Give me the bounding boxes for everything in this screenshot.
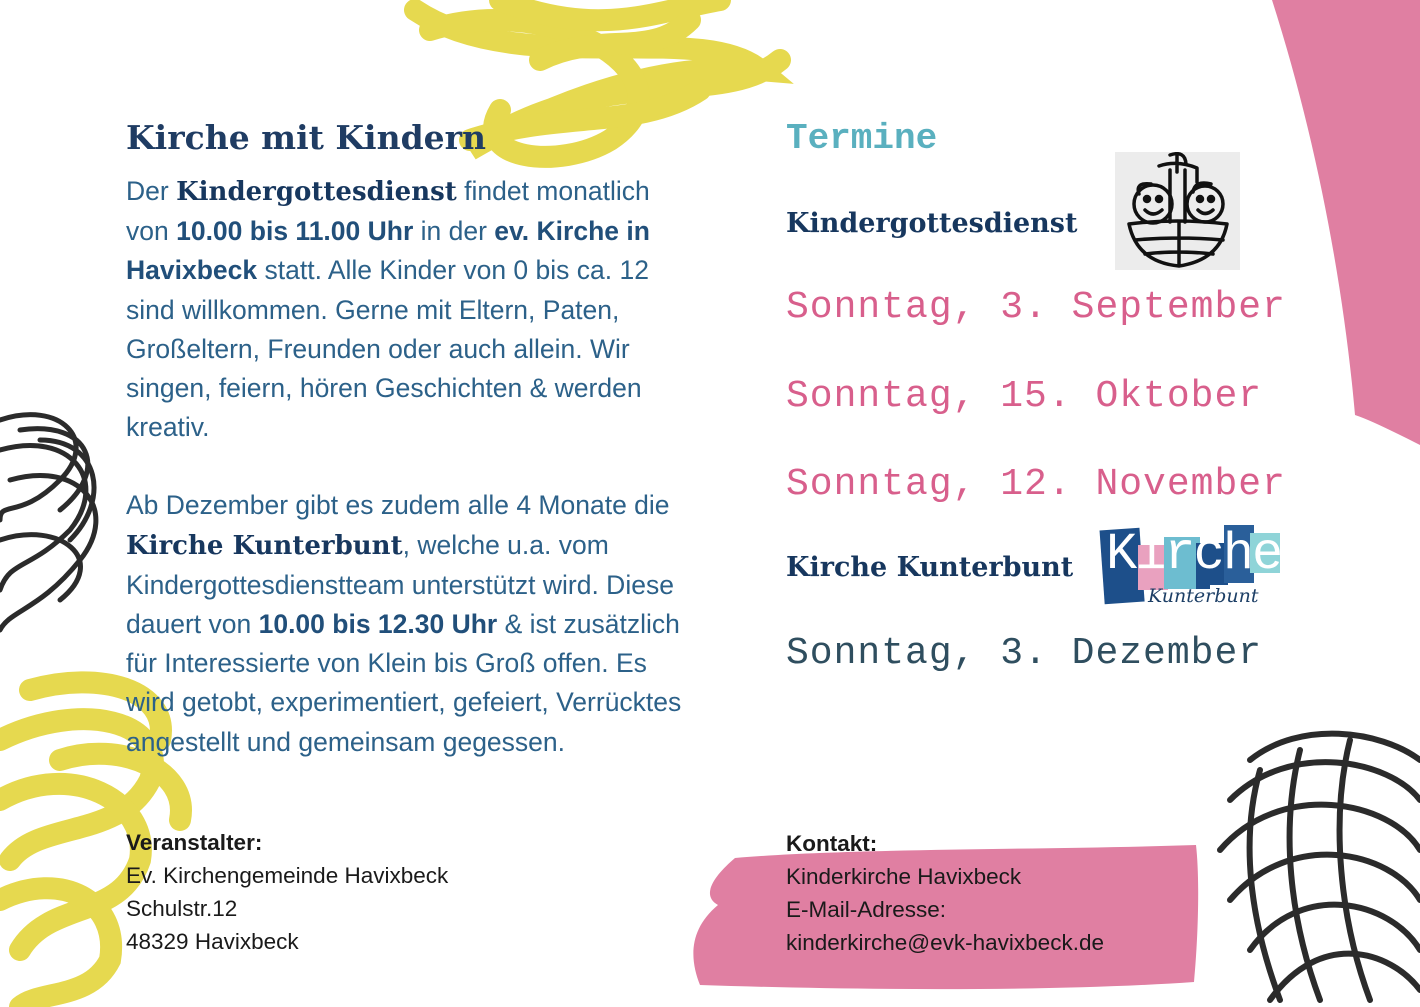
text-segment: findet monatlich von bbox=[126, 176, 650, 247]
date-kindergottesdienst: Sonntag, 12. November bbox=[786, 463, 1286, 506]
organizer-label: Veranstalter: bbox=[126, 830, 263, 855]
contact-line: E-Mail-Adresse: bbox=[786, 897, 947, 922]
church-location: ev. Kirche in Havixbeck bbox=[126, 216, 650, 286]
organizer-line: 48329 Havixbeck bbox=[126, 929, 299, 954]
contact-label: Kontakt: bbox=[786, 831, 878, 856]
kindergottesdienst-term: Kindergottesdienst bbox=[176, 177, 457, 207]
time-range: 10.00 bis 12.30 Uhr bbox=[258, 609, 498, 640]
text-segment: Ab Dezember gibt es zudem alle 4 Monate die bbox=[126, 490, 670, 521]
page-title: Kirche mit Kindern bbox=[126, 118, 487, 157]
organizer-line: Ev. Kirchengemeinde Havixbeck bbox=[126, 863, 449, 888]
text-segment: in der bbox=[413, 216, 495, 247]
logo-word: Kirche bbox=[1106, 525, 1282, 584]
pink-stroke-top-right bbox=[1272, 0, 1420, 445]
contact-email: kinderkirche@evk-havixbeck.de bbox=[786, 930, 1104, 955]
organizer-block bbox=[126, 826, 448, 958]
text-segment: statt. Alle Kinder von 0 bis ca. 12 sind willkommen. Gerne mit Eltern, Paten, Großeltern, Freunden oder auch allein. Wir singen, feiern, hören Geschichten & werden kreativ. bbox=[126, 255, 649, 443]
date-kirche-kunterbunt: Sonntag, 3. Dezember bbox=[786, 632, 1263, 675]
kindergottesdienst-label: Kindergottesdienst bbox=[786, 208, 1078, 239]
kirche-kunterbunt-label: Kirche Kunterbunt bbox=[786, 552, 1074, 583]
paragraph-kirche-kunterbunt bbox=[126, 486, 686, 761]
text-segment: Der bbox=[126, 176, 177, 206]
logo-subword: Kunterbunt bbox=[1148, 585, 1259, 607]
paragraph-kindergottesdienst bbox=[126, 172, 686, 447]
text-segment: & ist zusätzlich für Interessierte von Klein bis Groß offen. Es wird getobt, experimentiert, gefeiert, Verrücktes angestellt und gemeinsam gegessen. bbox=[126, 609, 682, 757]
kindergottesdienst-logo bbox=[1115, 152, 1240, 270]
contact-line: Kinderkirche Havixbeck bbox=[786, 864, 1022, 889]
contact-block bbox=[786, 827, 1104, 959]
text-segment: , welche u.a. vom Kindergottesdienstteam unterstützt wird. Diese dauert von bbox=[126, 529, 674, 640]
dates-heading: Termine bbox=[786, 118, 938, 159]
date-kindergottesdienst: Sonntag, 3. September bbox=[786, 286, 1286, 329]
description-text bbox=[126, 172, 686, 801]
kirche-kunterbunt-logo bbox=[1098, 515, 1283, 615]
cross-children-icon bbox=[1115, 152, 1240, 270]
date-kindergottesdienst: Sonntag, 15. Oktober bbox=[786, 375, 1263, 418]
time-range: 10.00 bis 11.00 Uhr bbox=[176, 216, 414, 247]
black-scribble-bottom-right bbox=[1220, 734, 1420, 1000]
organizer-line: Schulstr.12 bbox=[126, 896, 238, 921]
black-scribble-left bbox=[0, 415, 96, 630]
kirche-kunterbunt-term: Kirche Kunterbunt bbox=[126, 530, 403, 561]
